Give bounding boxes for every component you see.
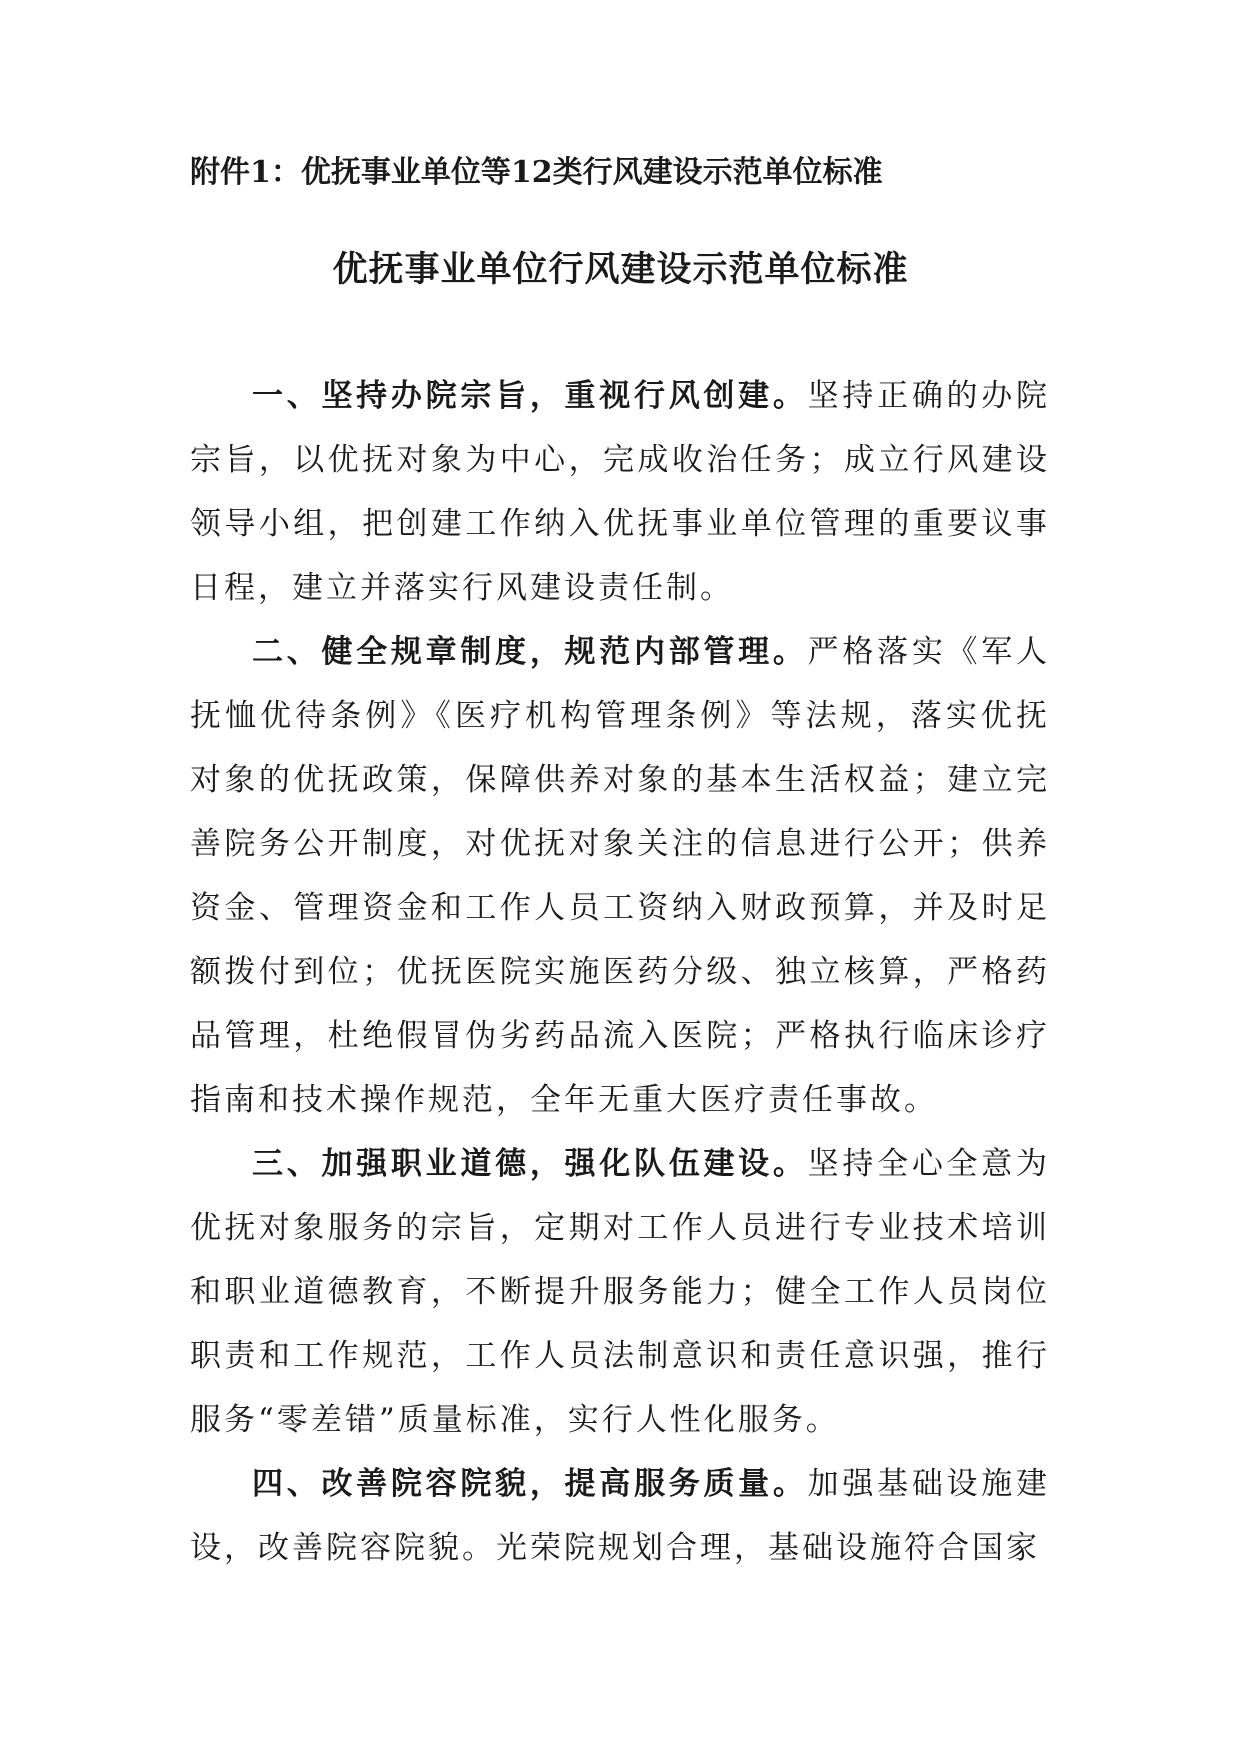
section-4-heading: 四、改善院容院貌，提高服务质量。 xyxy=(252,1466,808,1502)
section-2-heading: 二、健全规章制度，规范内部管理。 xyxy=(252,634,808,670)
section-1-text: 坚持正确的办院宗旨，以优抚对象为中心，完成收治任务；成立行风建设领导小组，把创建工作纳入优抚事业单位管理的重要议事日程，建立并落实行风建设责任制。 xyxy=(190,378,1051,606)
section-1-paragraph xyxy=(190,364,1050,620)
section-2-text: 严格落实《军人抚恤优待条例》《医疗机构管理条例》等法规，落实优抚对象的优抚政策，保障供养对象的基本生活权益；建立完善院务公开制度，对优抚对象关注的信息进行公开；供养资金、管理资金和工作人员工资纳入财政预算，并及时足额拨付到位；优抚医院实施医药分级、独立核算，严格药品管理，杜绝假冒伪劣药品流入医院；严格执行临床诊疗指南和技术操作规范，全年无重大医疗责任事故。 xyxy=(190,634,1051,1118)
attachment-label: 附件1：优抚事业单位等12类行风建设示范单位标准 xyxy=(190,155,883,190)
section-1-heading: 一、坚持办院宗旨，重视行风创建。 xyxy=(252,378,808,414)
section-2-paragraph xyxy=(190,620,1050,1132)
document-body xyxy=(190,364,1050,1580)
section-4-text: 加强基础设施建设，改善院容院貌。光荣院规划合理，基础设施符合国家 xyxy=(190,1466,1051,1566)
section-4-paragraph xyxy=(190,1452,1050,1580)
section-3-paragraph xyxy=(190,1132,1050,1452)
section-3-text: 坚持全心全意为优抚对象服务的宗旨，定期对工作人员进行专业技术培训和职业道德教育，不断提升服务能力；健全工作人员岗位职责和工作规范，工作人员法制意识和责任意识强，推行服务“零差错”质量标准，实行人性化服务。 xyxy=(190,1146,1051,1438)
section-3-heading: 三、加强职业道德，强化队伍建设。 xyxy=(252,1146,808,1182)
document-title: 优抚事业单位行风建设示范单位标准 xyxy=(332,250,909,290)
